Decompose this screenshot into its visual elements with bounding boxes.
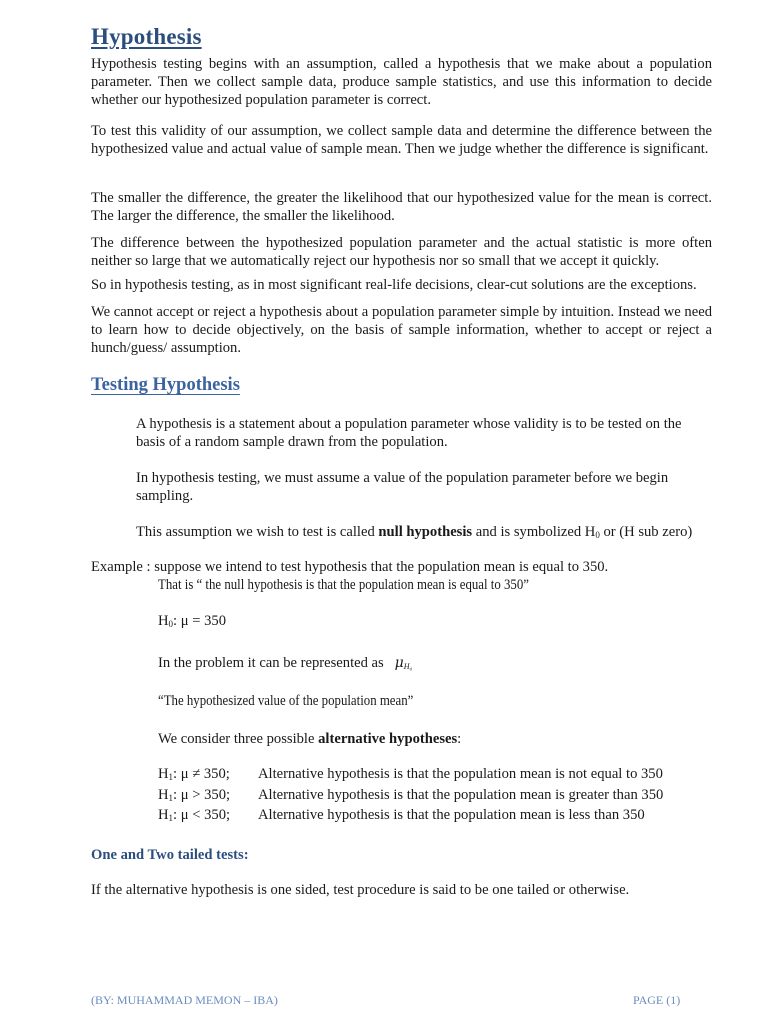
represented-text: In the problem it can be represented as [158, 655, 384, 671]
h0-statement [158, 612, 226, 633]
intro-paragraph-4: The difference between the hypothesized population parameter and the actual statistic is more often neither so large that we automatically reject our hypothesis nor so small that we accept it quickly. [91, 235, 712, 269]
alt-sub: 1 [168, 793, 174, 803]
testing-paragraph-2: In hypothesis testing, we must assume a value of the population parameter before we begin sampling. [136, 470, 669, 504]
alt-sub: 1 [168, 772, 174, 782]
mu-symbol: μ [394, 655, 404, 671]
intro-paragraph-3: The smaller the difference, the greater the likelihood that our hypothesized value for the mean is correct. The larger the difference, the smaller the likelihood. [91, 190, 712, 224]
intro-paragraph-2: To test this validity of our assumption, we collect sample data and determine the difference between the hypothesized value and actual value of sample mean. Then we judge whether the difference is significant. [91, 123, 712, 157]
example-that-is: That is “ the null hypothesis is that the population mean is equal to 350” [158, 577, 529, 593]
tails-text: If the alternative hypothesis is one sided, test procedure is said to be one tailed or otherwise. [91, 882, 630, 898]
alt-label: H [158, 807, 169, 823]
represented-line [158, 654, 412, 676]
h0-sub: 0 [168, 619, 174, 629]
null-sub: 0 [595, 530, 600, 540]
alternative-row-1 [158, 765, 663, 786]
null-text-end: or (H sub zero) [599, 524, 693, 540]
null-hypothesis-term: null hypothesis [378, 524, 473, 540]
alt-term: alternative hypotheses [318, 731, 458, 747]
alternative-row-2 [158, 786, 663, 807]
section-heading-testing: Testing Hypothesis [91, 375, 240, 395]
alt-cond: : μ > 350; [173, 787, 231, 803]
h0-formula: : μ = 350 [173, 613, 226, 629]
h0-label: H [158, 613, 169, 629]
alt-cond: : μ < 350; [173, 807, 231, 823]
footer-author: (BY: MUHAMMAD MEMON – IBA) [91, 993, 278, 1007]
alt-label: H [158, 787, 169, 803]
alternatives-intro [158, 730, 461, 748]
mu-sub: H₀ [403, 662, 413, 671]
null-text-before: This assumption we wish to test is called [136, 524, 379, 540]
testing-paragraph-1: A hypothesis is a statement about a population parameter whose validity is to be tested on the basis of a random sample drawn from the population. [136, 416, 682, 450]
alt-text: Alternative hypothesis is that the population mean is not equal to 350 [258, 766, 663, 782]
intro-paragraph-6: We cannot accept or reject a hypothesis about a population parameter simple by intuition. Instead we need to learn how to decide objectively, on the basis of sample information, whether to accept or reject a hunch/guess/ assumption. [91, 304, 712, 356]
alt-label: H [158, 766, 169, 782]
page-title: Hypothesis [91, 24, 202, 49]
null-text-after: and is symbolized H [472, 524, 596, 540]
example-line: Example : suppose we intend to test hypothesis that the population mean is equal to 350. [91, 559, 609, 575]
alt-cond: : μ ≠ 350; [173, 766, 230, 782]
intro-paragraph-5: So in hypothesis testing, as in most significant real-life decisions, clear-cut solutions are the exceptions. [91, 277, 697, 293]
alt-text-after: : [457, 731, 462, 747]
alternative-row-3 [158, 806, 645, 827]
alt-text-before: We consider three possible [158, 731, 319, 747]
footer-page-number: PAGE (1) [633, 993, 681, 1007]
tails-heading: One and Two tailed tests: [91, 847, 249, 863]
alt-text: Alternative hypothesis is that the population mean is less than 350 [258, 807, 645, 823]
alt-sub: 1 [168, 813, 174, 823]
intro-paragraph-1: Hypothesis testing begins with an assumption, called a hypothesis that we make about a population parameter. Then we collect sample data, produce sample statistics, and use this information to decide whether our hypothesized population parameter is correct. [91, 56, 712, 108]
testing-paragraph-3 [136, 523, 712, 544]
hypothesized-value-quote: “The hypothesized value of the population mean” [158, 693, 414, 709]
alt-text: Alternative hypothesis is that the population mean is greater than 350 [258, 787, 664, 803]
